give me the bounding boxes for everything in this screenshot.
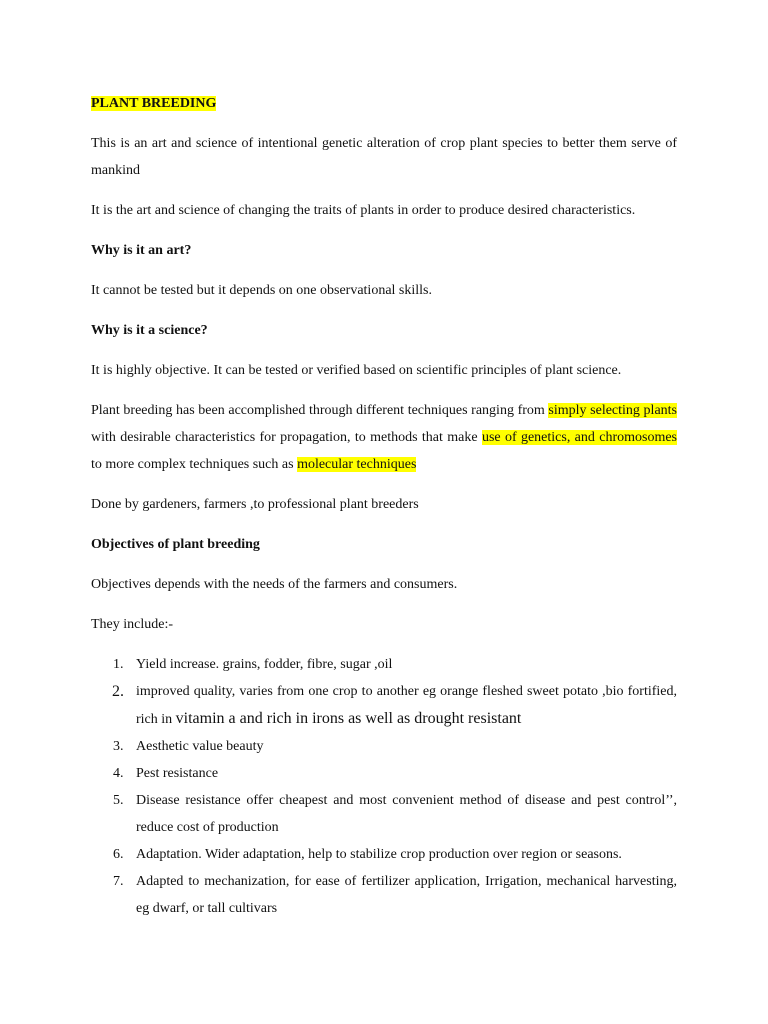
objectives-heading: Objectives of plant breeding (91, 537, 260, 552)
objectives-intro: Objectives depends with the needs of the farmers and consumers. (91, 577, 458, 592)
techniques-text-3: to more complex techniques such as (91, 457, 298, 472)
list-number: 2. (112, 683, 124, 700)
list-item (91, 651, 677, 678)
list-item-text-large: vitamin a and rich in irons as well as drought resistant (175, 710, 522, 727)
list-item (91, 678, 677, 733)
list-number: 6. (113, 847, 124, 862)
document-page (91, 90, 677, 922)
techniques-text-2: with desirable characteristics for propagation, to methods that make (91, 430, 482, 445)
list-item (91, 868, 677, 922)
list-item-text: Aesthetic value beauty (136, 739, 264, 754)
list-number: 4. (113, 766, 124, 781)
definition-paragraph-2: It is the art and science of changing the traits of plants in order to produce desired characteristics. (91, 203, 636, 218)
techniques-text-1: Plant breeding has been accomplished through different techniques ranging from (91, 403, 549, 418)
title-highlight: PLANT BREEDING (91, 96, 217, 111)
art-heading: Why is it an art? (91, 243, 192, 258)
list-number: 5. (113, 793, 124, 808)
list-item-text: Disease resistance offer cheapest and most convenient method of disease and pest control’’, reduce cost of production (136, 793, 677, 835)
list-item-text: Pest resistance (136, 766, 219, 781)
list-item-text: improved quality, varies from one crop to another eg orange fleshed sweet potato ,bio fortified, rich in (136, 684, 677, 727)
science-paragraph: It is highly objective. It can be tested or verified based on scientific principles of plant science. (91, 363, 622, 378)
list-item-text: Yield increase. grains, fodder, fibre, sugar ,oil (136, 657, 393, 672)
techniques-paragraph (91, 397, 677, 478)
highlight-simply-selecting-plants: simply selecting plants (548, 403, 677, 418)
list-item (91, 733, 677, 760)
list-item-text: Adapted to mechanization, for ease of fertilizer application, Irrigation, mechanical harvesting, eg dwarf, or tall cultivars (136, 874, 677, 916)
document-title (91, 90, 677, 117)
list-item (91, 787, 677, 841)
list-number: 1. (113, 657, 124, 672)
list-item (91, 760, 677, 787)
art-paragraph: It cannot be tested but it depends on one observational skills. (91, 283, 432, 298)
list-item-text: Adaptation. Wider adaptation, help to stabilize crop production over region or seasons. (136, 847, 622, 862)
done-by-paragraph: Done by gardeners, farmers ,to professional plant breeders (91, 497, 419, 512)
list-number: 7. (113, 874, 124, 889)
definition-paragraph-1: This is an art and science of intentional genetic alteration of crop plant species to better them serve of mankind (91, 136, 677, 178)
highlight-molecular-techniques: molecular techniques (297, 457, 417, 472)
they-include-label: They include:- (91, 617, 174, 632)
objectives-list (91, 651, 677, 922)
highlight-genetics-chromosomes: use of genetics, and chromosomes (481, 430, 677, 445)
list-number: 3. (113, 739, 124, 754)
science-heading: Why is it a science? (91, 323, 208, 338)
list-item (91, 841, 677, 868)
